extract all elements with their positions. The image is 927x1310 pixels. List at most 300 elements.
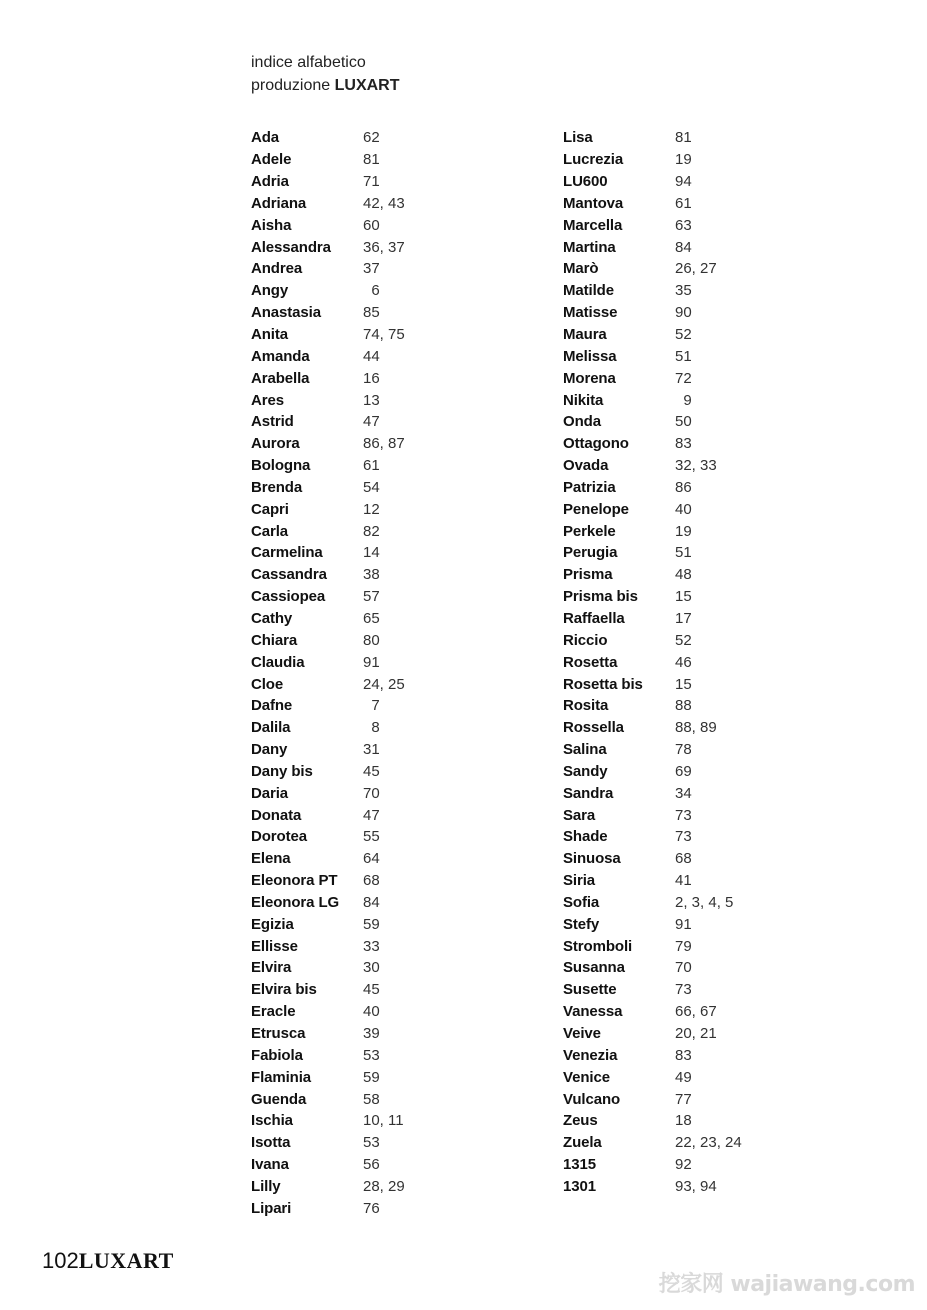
entry-pages: 74, 75: [363, 326, 405, 344]
entry-pages: 8: [363, 719, 380, 737]
index-entry: [563, 455, 742, 477]
index-entry: [563, 586, 742, 608]
index-entry: [251, 586, 405, 608]
entry-pages: 70: [363, 784, 380, 802]
index-entry: [563, 739, 742, 761]
entry-name: Dafne: [251, 697, 293, 715]
entry-name: Rosetta bis: [563, 675, 643, 693]
entry-pages: 70: [675, 959, 692, 977]
entry-name: Anita: [251, 326, 289, 344]
index-entry: [563, 870, 742, 892]
entry-name: Lilly: [251, 1177, 281, 1195]
entry-pages: 82: [363, 522, 380, 540]
entry-pages: 7: [363, 697, 380, 715]
entry-name: Veive: [563, 1025, 601, 1043]
index-entry: [563, 193, 742, 215]
entry-name: Rosita: [563, 697, 609, 715]
entry-name: Carla: [251, 522, 289, 540]
entry-name: Fabiola: [251, 1046, 303, 1064]
entry-name: Elvira: [251, 959, 292, 977]
entry-pages: 62: [363, 129, 380, 147]
index-entry: [251, 498, 405, 520]
entry-name: 1315: [563, 1156, 596, 1174]
entry-pages: 50: [675, 413, 692, 431]
index-entry: [251, 1132, 405, 1154]
entry-pages: 56: [363, 1156, 380, 1174]
entry-name: Ellisse: [251, 937, 298, 955]
entry-name: Perkele: [563, 522, 616, 540]
index-entry: [563, 477, 742, 499]
index-entry: [563, 324, 742, 346]
entry-pages: 86: [675, 478, 692, 496]
entry-pages: 69: [675, 762, 692, 780]
index-entry: [251, 1001, 405, 1023]
entry-pages: 52: [675, 326, 692, 344]
entry-name: Ada: [251, 129, 280, 147]
entry-pages: 61: [363, 457, 380, 475]
index-entry: [563, 717, 742, 739]
index-entry: [251, 477, 405, 499]
entry-name: Shade: [563, 828, 608, 846]
entry-name: Prisma bis: [563, 588, 638, 606]
entry-name: Ares: [251, 391, 284, 409]
index-entry: [563, 1066, 742, 1088]
index-entry: [251, 1023, 405, 1045]
entry-pages: 66, 67: [675, 1003, 717, 1021]
entry-pages: 51: [675, 347, 692, 365]
index-entry: [563, 1001, 742, 1023]
index-entry: [563, 935, 742, 957]
entry-pages: 88: [675, 697, 692, 715]
entry-name: Aisha: [251, 216, 292, 234]
entry-name: Raffaella: [563, 609, 625, 627]
entry-name: Ovada: [563, 457, 609, 475]
entry-pages: 86, 87: [363, 435, 405, 453]
index-entry: [251, 433, 405, 455]
entry-name: Adriana: [251, 194, 307, 212]
entry-name: Penelope: [563, 500, 629, 518]
index-entry: [563, 673, 742, 695]
entry-pages: 53: [363, 1046, 380, 1064]
entry-name: Cloe: [251, 675, 284, 693]
index-entry: [563, 498, 742, 520]
index-entry: [251, 280, 405, 302]
entry-name: Brenda: [251, 478, 303, 496]
entry-name: Dany: [251, 741, 288, 759]
page-number: 102: [42, 1248, 79, 1273]
index-column-left: [251, 127, 405, 1219]
entry-pages: 90: [675, 304, 692, 322]
entry-name: Guenda: [251, 1090, 307, 1108]
entry-name: Siria: [563, 872, 596, 890]
entry-name: Isotta: [251, 1134, 291, 1152]
entry-pages: 55: [363, 828, 380, 846]
entry-pages: 34: [675, 784, 692, 802]
header-brand: LUXART: [334, 77, 400, 94]
entry-name: Carmelina: [251, 544, 323, 562]
entry-name: Venice: [563, 1068, 610, 1086]
entry-pages: 88, 89: [675, 719, 717, 737]
index-entry: [563, 892, 742, 914]
entry-pages: 85: [363, 304, 380, 322]
entry-pages: 6: [363, 282, 380, 300]
entry-name: Prisma: [563, 566, 613, 584]
entry-pages: 15: [675, 588, 692, 606]
entry-name: Perugia: [563, 544, 618, 562]
header-subtitle: [251, 74, 400, 97]
index-entry: [251, 1197, 405, 1219]
entry-name: Zuela: [563, 1134, 602, 1152]
index-entry: [563, 564, 742, 586]
entry-name: 1301: [563, 1177, 596, 1195]
entry-pages: 18: [675, 1112, 692, 1130]
index-entry: [251, 739, 405, 761]
index-entry: [251, 957, 405, 979]
entry-name: Matisse: [563, 304, 618, 322]
entry-pages: 15: [675, 675, 692, 693]
entry-pages: 33: [363, 937, 380, 955]
entry-pages: 47: [363, 413, 380, 431]
entry-pages: 81: [675, 129, 692, 147]
entry-name: Nikita: [563, 391, 604, 409]
entry-pages: 71: [363, 173, 380, 191]
index-entry: [251, 1176, 405, 1198]
entry-name: Eleonora LG: [251, 893, 340, 911]
entry-pages: 83: [675, 435, 692, 453]
index-entry: [563, 345, 742, 367]
index-entry: [251, 236, 405, 258]
index-entry: [563, 171, 742, 193]
index-entry: [251, 258, 405, 280]
entry-pages: 57: [363, 588, 380, 606]
index-entry: [251, 826, 405, 848]
entry-name: Elvira bis: [251, 981, 317, 999]
index-entry: [563, 826, 742, 848]
entry-name: Morena: [563, 369, 616, 387]
entry-name: Elena: [251, 850, 291, 868]
entry-pages: 37: [363, 260, 380, 278]
entry-pages: 59: [363, 1068, 380, 1086]
entry-pages: 48: [675, 566, 692, 584]
entry-name: Matilde: [563, 282, 614, 300]
index-entry: [563, 913, 742, 935]
entry-name: Stromboli: [563, 937, 633, 955]
index-entry: [563, 651, 742, 673]
entry-pages: 79: [675, 937, 692, 955]
index-entry: [251, 804, 405, 826]
index-entry: [563, 760, 742, 782]
entry-pages: 19: [675, 522, 692, 540]
entry-pages: 45: [363, 981, 380, 999]
index-entry: [251, 389, 405, 411]
index-entry: [563, 127, 742, 149]
index-entry: [251, 848, 405, 870]
index-entry: [563, 1023, 742, 1045]
entry-pages: 31: [363, 741, 380, 759]
entry-name: Zeus: [563, 1112, 598, 1130]
entry-pages: 19: [675, 151, 692, 169]
index-entry: [251, 564, 405, 586]
index-entry: [251, 935, 405, 957]
entry-pages: 77: [675, 1090, 692, 1108]
entry-pages: 81: [363, 151, 380, 169]
entry-pages: 2, 3, 4, 5: [675, 893, 734, 911]
entry-pages: 61: [675, 194, 692, 212]
entry-name: Sandra: [563, 784, 614, 802]
index-entry: [251, 870, 405, 892]
entry-pages: 63: [675, 216, 692, 234]
entry-pages: 83: [675, 1046, 692, 1064]
entry-name: Venezia: [563, 1046, 618, 1064]
entry-pages: 26, 27: [675, 260, 717, 278]
index-entry: [251, 760, 405, 782]
entry-pages: 68: [675, 850, 692, 868]
index-entry: [251, 324, 405, 346]
index-entry: [563, 389, 742, 411]
index-entry: [251, 193, 405, 215]
entry-name: Flaminia: [251, 1068, 312, 1086]
entry-pages: 42, 43: [363, 194, 405, 212]
entry-name: Onda: [563, 413, 601, 431]
entry-pages: 47: [363, 806, 380, 824]
entry-name: Vulcano: [563, 1090, 621, 1108]
index-entry: [563, 1154, 742, 1176]
entry-name: Adria: [251, 173, 289, 191]
entry-name: Maura: [563, 326, 607, 344]
entry-name: Riccio: [563, 631, 608, 649]
index-entry: [563, 1044, 742, 1066]
entry-pages: 84: [363, 893, 380, 911]
entry-name: Vanessa: [563, 1003, 623, 1021]
index-entry: [251, 345, 405, 367]
entry-pages: 91: [363, 653, 380, 671]
entry-name: Etrusca: [251, 1025, 306, 1043]
header-subtitle-prefix: produzione: [251, 77, 335, 94]
index-entry: [563, 214, 742, 236]
entry-pages: 68: [363, 872, 380, 890]
entry-pages: 78: [675, 741, 692, 759]
entry-name: Anastasia: [251, 304, 321, 322]
entry-pages: 53: [363, 1134, 380, 1152]
entry-name: Arabella: [251, 369, 310, 387]
index-entry: [251, 1110, 405, 1132]
index-entry: [251, 1154, 405, 1176]
entry-pages: 51: [675, 544, 692, 562]
entry-name: Egizia: [251, 915, 294, 933]
entry-name: Aurora: [251, 435, 300, 453]
entry-name: Adele: [251, 151, 292, 169]
entry-name: Salina: [563, 741, 607, 759]
index-column-right: [563, 127, 742, 1197]
index-entry: [251, 629, 405, 651]
entry-name: Stefy: [563, 915, 600, 933]
index-entry: [563, 542, 742, 564]
entry-pages: 76: [363, 1199, 380, 1217]
entry-pages: 58: [363, 1090, 380, 1108]
index-entry: [251, 1088, 405, 1110]
entry-name: Eracle: [251, 1003, 296, 1021]
entry-name: Claudia: [251, 653, 305, 671]
index-entry: [251, 717, 405, 739]
index-entry: [563, 236, 742, 258]
index-entry: [563, 258, 742, 280]
entry-pages: 32, 33: [675, 457, 717, 475]
entry-name: Andrea: [251, 260, 303, 278]
entry-name: Sofia: [563, 893, 600, 911]
footer-brand: LUXART: [78, 1248, 174, 1273]
entry-name: Eleonora PT: [251, 872, 338, 890]
entry-pages: 28, 29: [363, 1177, 405, 1195]
entry-pages: 41: [675, 872, 692, 890]
index-entry: [251, 695, 405, 717]
entry-pages: 80: [363, 631, 380, 649]
index-entry: [563, 1110, 742, 1132]
entry-pages: 16: [363, 369, 380, 387]
entry-name: Dany bis: [251, 762, 313, 780]
entry-name: Chiara: [251, 631, 298, 649]
index-entry: [251, 673, 405, 695]
entry-pages: 39: [363, 1025, 380, 1043]
entry-pages: 91: [675, 915, 692, 933]
entry-name: Daria: [251, 784, 289, 802]
entry-pages: 24, 25: [363, 675, 405, 693]
index-entry: [251, 651, 405, 673]
entry-pages: 9: [675, 391, 692, 409]
index-entry: [251, 608, 405, 630]
entry-name: Angy: [251, 282, 289, 300]
index-entry: [251, 149, 405, 171]
index-entry: [563, 520, 742, 542]
entry-pages: 60: [363, 216, 380, 234]
header-title: indice alfabetico: [251, 54, 366, 71]
index-entry: [251, 214, 405, 236]
entry-pages: 44: [363, 347, 380, 365]
entry-name: Cassiopea: [251, 588, 326, 606]
entry-pages: 54: [363, 478, 380, 496]
entry-name: Amanda: [251, 347, 310, 365]
entry-pages: 84: [675, 238, 692, 256]
entry-pages: 73: [675, 806, 692, 824]
entry-name: Ischia: [251, 1112, 293, 1130]
entry-name: Donata: [251, 806, 302, 824]
watermark: 挖家网 wajiawang.com: [658, 1272, 915, 1297]
entry-pages: 73: [675, 828, 692, 846]
index-entry: [251, 302, 405, 324]
index-entry: [563, 957, 742, 979]
entry-pages: 22, 23, 24: [675, 1134, 742, 1152]
entry-pages: 40: [363, 1003, 380, 1021]
index-entry: [563, 149, 742, 171]
entry-pages: 93, 94: [675, 1177, 717, 1195]
entry-pages: 73: [675, 981, 692, 999]
index-entry: [563, 804, 742, 826]
entry-name: Ivana: [251, 1156, 289, 1174]
index-entry: [251, 520, 405, 542]
entry-pages: 49: [675, 1068, 692, 1086]
page-header: [251, 51, 400, 97]
entry-name: Marcella: [563, 216, 623, 234]
entry-name: Cathy: [251, 609, 293, 627]
entry-name: Susanna: [563, 959, 625, 977]
entry-pages: 30: [363, 959, 380, 977]
index-entry: [563, 302, 742, 324]
entry-pages: 52: [675, 631, 692, 649]
entry-name: Rosetta: [563, 653, 618, 671]
entry-name: Alessandra: [251, 238, 331, 256]
page-footer: [42, 1248, 174, 1274]
index-entry: [563, 433, 742, 455]
entry-name: Patrizia: [563, 478, 616, 496]
entry-name: Capri: [251, 500, 289, 518]
entry-name: Marò: [563, 260, 599, 278]
entry-pages: 36, 37: [363, 238, 405, 256]
entry-pages: 17: [675, 609, 692, 627]
entry-name: Martina: [563, 238, 616, 256]
entry-name: Astrid: [251, 413, 294, 431]
index-entry: [251, 127, 405, 149]
index-entry: [563, 848, 742, 870]
entry-pages: 14: [363, 544, 380, 562]
index-entry: [563, 280, 742, 302]
entry-name: Dalila: [251, 719, 291, 737]
index-entry: [563, 695, 742, 717]
index-entry: [251, 1044, 405, 1066]
entry-pages: 10, 11: [363, 1112, 404, 1130]
entry-name: Lucrezia: [563, 151, 624, 169]
entry-name: Susette: [563, 981, 617, 999]
entry-name: Sara: [563, 806, 596, 824]
index-entry: [251, 171, 405, 193]
entry-pages: 40: [675, 500, 692, 518]
entry-name: Sandy: [563, 762, 608, 780]
index-entry: [251, 1066, 405, 1088]
entry-name: Cassandra: [251, 566, 327, 584]
entry-pages: 35: [675, 282, 692, 300]
entry-pages: 59: [363, 915, 380, 933]
index-entry: [563, 629, 742, 651]
index-entry: [251, 892, 405, 914]
index-entry: [563, 979, 742, 1001]
entry-name: Bologna: [251, 457, 311, 475]
entry-name: Lisa: [563, 129, 593, 147]
entry-pages: 94: [675, 173, 692, 191]
entry-pages: 20, 21: [675, 1025, 717, 1043]
entry-name: Dorotea: [251, 828, 307, 846]
entry-pages: 72: [675, 369, 692, 387]
entry-name: Ottagono: [563, 435, 629, 453]
entry-name: Sinuosa: [563, 850, 621, 868]
entry-name: Melissa: [563, 347, 617, 365]
index-entry: [563, 367, 742, 389]
entry-name: Lipari: [251, 1199, 292, 1217]
index-entry: [563, 411, 742, 433]
entry-name: Rossella: [563, 719, 624, 737]
entry-pages: 65: [363, 609, 380, 627]
entry-pages: 45: [363, 762, 380, 780]
index-entry: [251, 411, 405, 433]
index-entry: [251, 542, 405, 564]
index-entry: [251, 979, 405, 1001]
index-entry: [563, 782, 742, 804]
entry-name: Mantova: [563, 194, 624, 212]
index-entry: [563, 1176, 742, 1198]
entry-pages: 46: [675, 653, 692, 671]
index-entry: [251, 913, 405, 935]
index-entry: [563, 608, 742, 630]
index-entry: [251, 455, 405, 477]
entry-pages: 38: [363, 566, 380, 584]
index-entry: [251, 367, 405, 389]
